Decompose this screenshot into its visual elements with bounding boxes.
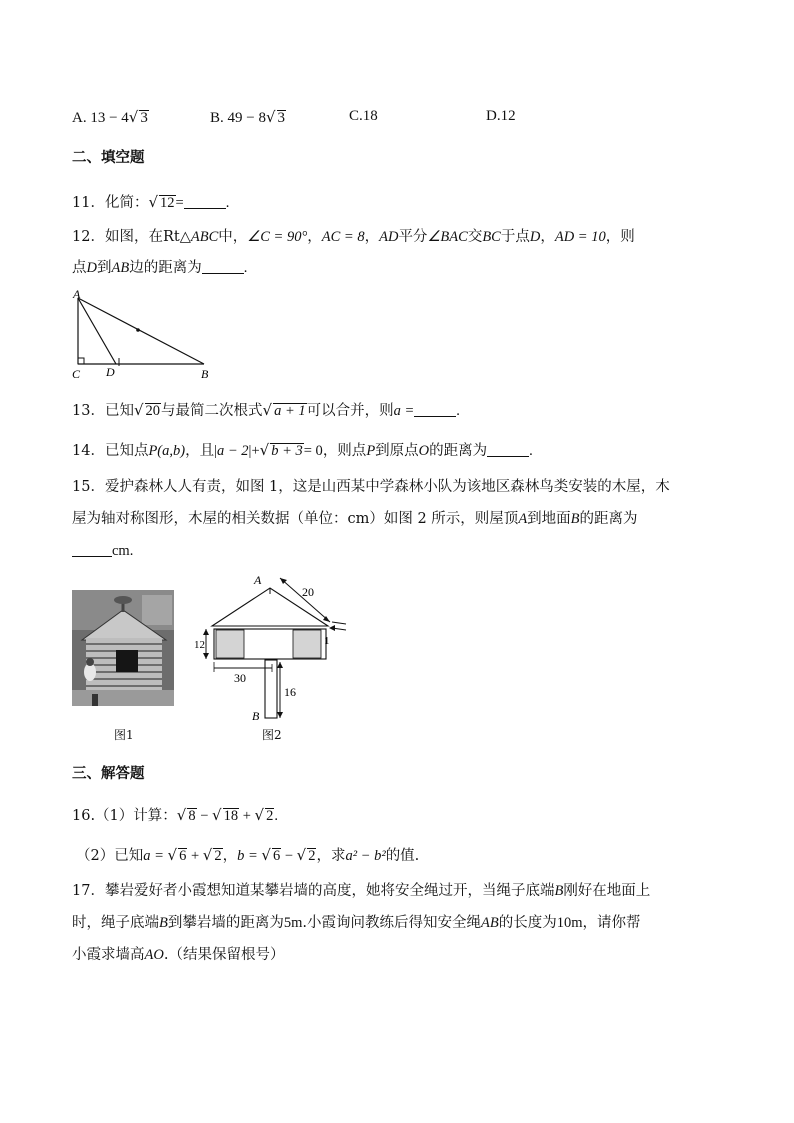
- label-1: 1: [324, 635, 330, 647]
- label-A: A: [254, 573, 262, 587]
- answer-blank[interactable]: [184, 194, 226, 209]
- answer-blank[interactable]: [72, 542, 112, 557]
- question-16-part1: 16.（1）计算：√ 8 − √ 18 + √ 2.: [72, 806, 278, 824]
- label-A: A: [73, 287, 81, 301]
- answer-blank[interactable]: [487, 442, 529, 457]
- birdhouse-diagram: [192, 572, 352, 724]
- question-13: 13．已知√ 20与最简二次根式√ a + 1可以合并，则a = .: [72, 401, 460, 419]
- label-D: D: [106, 365, 115, 379]
- question-15-line3: cm.: [72, 541, 133, 561]
- label-30: 30: [234, 671, 246, 685]
- label-C: C: [72, 367, 81, 381]
- question-14: 14．已知点P(a,b)，且|a − 2|+√ b + 3= 0，则点P到原点O的距离为 .: [72, 441, 533, 459]
- question-12-line2: 点D到AB边的距离为 .: [72, 260, 248, 276]
- section-heading-solutions: 三、解答题: [72, 766, 145, 782]
- figure-2-caption: 图2: [262, 728, 282, 742]
- question-17-line1: 17．攀岩爱好者小霞想知道某攀岩墙的高度，她将安全绳过开，当绳子底端B刚好在地面上: [72, 883, 651, 899]
- question-11: 11．化简：√ 12= .: [72, 193, 230, 211]
- option-d: D.12: [486, 108, 516, 124]
- section-heading-fill-blank: 二、填空题: [72, 150, 145, 166]
- label-B: B: [201, 367, 209, 381]
- option-b: B. 49 − 8√ 3: [210, 108, 286, 126]
- figure-1-caption: 图1: [114, 728, 134, 742]
- option-a: A. 13 − 4√ 3: [72, 108, 148, 126]
- triangle-figure: [68, 286, 218, 382]
- label-16: 16: [284, 685, 296, 699]
- question-16-part2: （2）已知a = √ 6 + √ 2，b = √ 6 − √ 2，求a² − b²的值.: [76, 846, 420, 864]
- label-12: 12: [194, 639, 205, 651]
- question-15-line1: 15．爱护森林人人有责，如图 1，这是山西某中学森林小队为该地区森林鸟类安装的木屋，木: [72, 479, 670, 495]
- label-20: 20: [302, 585, 314, 599]
- answer-blank[interactable]: [414, 402, 456, 417]
- option-c: C.18: [349, 108, 378, 124]
- question-17-line2: 时，绳子底端B到攀岩墙的距离为5m.小霞询问教练后得知安全绳AB的长度为10m，请你帮: [72, 915, 641, 931]
- label-B: B: [252, 709, 260, 723]
- birdhouse-photo: [72, 590, 174, 706]
- question-17-line3: 小霞求墙高AO.（结果保留根号）: [72, 947, 285, 963]
- question-12-line1: 12．如图，在Rt△ABC中，∠C = 90°，AC = 8，AD平分∠BAC交BC于点D，AD = 10，则: [72, 229, 635, 245]
- answer-blank[interactable]: [202, 259, 244, 274]
- question-15-line2: 屋为轴对称图形，木屋的相关数据（单位：cm）如图 2 所示，则屋顶A到地面B的距离为: [72, 511, 638, 527]
